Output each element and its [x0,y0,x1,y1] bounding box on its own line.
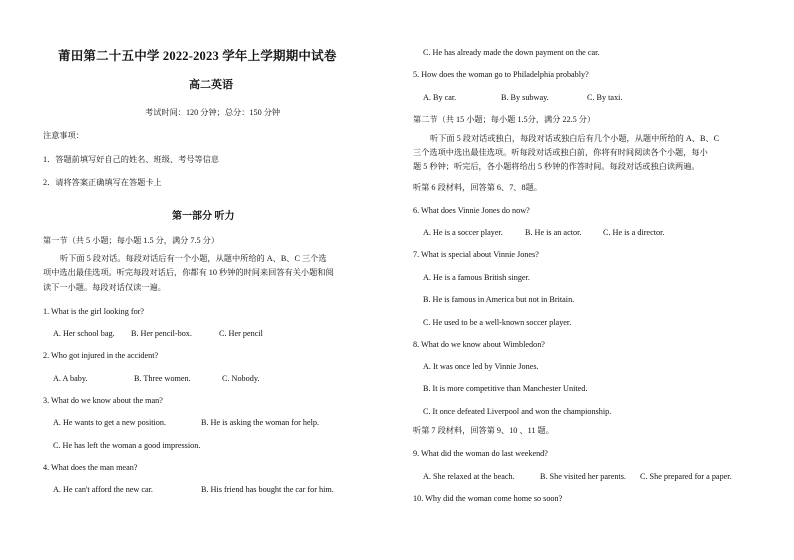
section2-heading: 第二节（共 15 小题；每小题 1.5分，满分 22.5 分） [413,115,596,124]
section1-instruction-line: 听下面 5 段对话。每段对话后有一个小题，从题中所给的 A、B、C 三个选 [60,254,327,263]
option-a: A. Her school bag. [53,329,115,338]
option-b: B. He is an actor. [525,228,582,237]
option-b: B. Her pencil-box. [131,329,192,338]
option-b: B. She visited her parents. [540,472,626,481]
question-stem: 8. What do we know about Wimbledon? [413,340,545,349]
option-b: B. He is famous in America but not in Britain. [423,295,575,304]
exam-subtitle: 高二英语 [189,79,233,91]
question-stem: 9. What did the woman do last weekend? [413,449,548,458]
question-stem: 10. Why did the woman come home so soon? [413,494,563,503]
question-stem: 4. What does the man mean? [43,463,138,472]
option-a: A. It was once led by Vinnie Jones. [423,362,539,371]
material-heading: 听第 6 段材料，回答第 6、7、8题。 [413,183,542,192]
part1-heading: 第一部分 听力 [172,211,235,222]
exam-time-info: 考试时间：120 分钟；总分：150 分钟 [145,108,281,117]
question-stem: 7. What is special about Vinnie Jones? [413,250,539,259]
exam-title: 莆田第二十五中学 2022-2023 学年上学期期中试卷 [58,49,337,63]
question-stem: 3. What do we know about the man? [43,396,163,405]
option-c: C. He used to be a well-known soccer player. [423,318,572,327]
option-c: C. Nobody. [222,374,260,383]
option-a: A. He is a famous British singer. [423,273,530,282]
notice-item-2: 2．请将答案正确填写在答题卡上 [43,178,162,187]
option-a: A. A baby. [53,374,88,383]
option-a: A. He wants to get a new position. [53,418,167,427]
option-c: C. Her pencil [219,329,263,338]
section2-instruction-line: 三个选项中选出最佳选项。听每段对话或独白前，你将有时间阅读各个小题，每小 [413,148,708,157]
option-c: C. She prepared for a paper. [640,472,732,481]
option-a: A. She relaxed at the beach. [423,472,515,481]
option-b: B. Three women. [134,374,191,383]
option-c: C. He has already made the down payment on the car. [423,48,600,57]
question-stem: 1. What is the girl looking for? [43,307,145,316]
option-b: B. It is more competitive than Manchester United. [423,384,588,393]
option-a: A. He is a soccer player. [423,228,503,237]
option-c: C. He is a director. [603,228,665,237]
option-b: B. By subway. [501,93,549,102]
notice-heading: 注意事项： [43,131,84,140]
section1-heading: 第一节（共 5 小题；每小题 1.5 分，满分 7.5 分） [43,236,220,245]
question-stem: 2. Who got injured in the accident? [43,351,159,360]
option-b: B. He is asking the woman for help. [201,418,320,427]
option-a: A. By car. [423,93,457,102]
option-c: C. It once defeated Liverpool and won the championship. [423,407,612,416]
material-heading: 听第 7 段材料，回答第 9、10 、11 题。 [413,426,554,435]
question-stem: 6. What does Vinnie Jones do now? [413,206,530,215]
option-c: C. He has left the woman a good impression. [53,441,201,450]
notice-item-1: 1．答题前填写好自己的姓名、班级、考号等信息 [43,155,220,164]
question-stem: 5. How does the woman go to Philadelphia probably? [413,70,589,79]
option-b: B. His friend has bought the car for him. [201,485,334,494]
option-a: A. He can't afford the new car. [53,485,153,494]
section2-instruction-line: 听下面 5 段对话或独白，每段对话或独白后有几个小题，从题中所给的 A、B、C [430,134,720,143]
option-c: C. By taxi. [587,93,623,102]
section2-instruction-line: 题 5 秒钟；听完后，各小题将给出 5 秒钟的作答时间。每段对话或独白读两遍。 [413,162,700,171]
section1-instruction-line: 读下一小题。每段对话仅读一遍。 [43,283,166,292]
section1-instruction-line: 项中选出最佳选项。听完每段对话后，你都有 10 秒钟的时间来回答有关小题和阅 [43,268,334,277]
